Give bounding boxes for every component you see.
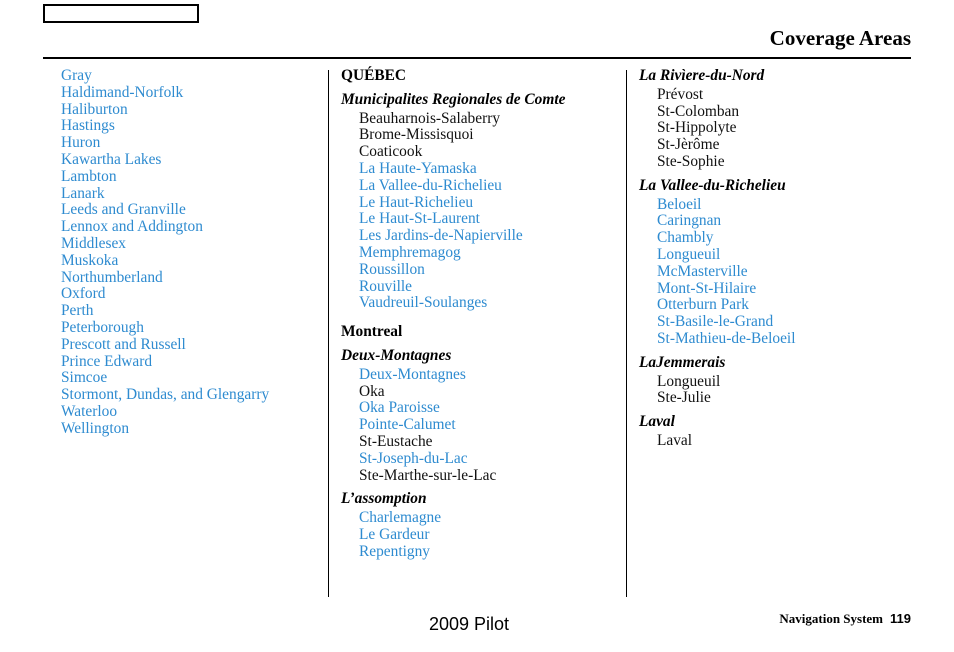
coverage-item: Longueuil (657, 372, 721, 390)
section-heading-riviere-du-nord: La Rivìere-du-Nord (639, 67, 765, 84)
coverage-item: Beauharnois-Salaberry (359, 109, 501, 127)
coverage-link[interactable]: Northumberland (61, 268, 163, 286)
coverage-link[interactable]: St-Basile-le-Grand (657, 313, 774, 331)
coverage-link[interactable]: Stormont, Dundas, and Glengarry (61, 386, 270, 404)
coverage-item: St-Eustache (359, 432, 433, 450)
coverage-link[interactable]: Prince Edward (61, 352, 153, 370)
coverage-link[interactable]: Oxford (61, 285, 106, 303)
coverage-link[interactable]: Peterborough (61, 318, 144, 336)
coverage-link[interactable]: Caringnan (657, 212, 722, 230)
coverage-link[interactable]: Roussillon (359, 260, 425, 278)
list-deux-montagnes (341, 367, 623, 485)
list-lajemmerais (639, 374, 911, 408)
coverage-link[interactable]: Lambton (61, 167, 117, 185)
header-box (43, 4, 199, 23)
coverage-item: Ste-Sophie (657, 152, 725, 170)
coverage-link[interactable]: La Haute-Yamaska (359, 159, 477, 177)
column-divider-2 (626, 70, 627, 597)
section-heading-deux-montagnes: Deux-Montagnes (341, 346, 452, 364)
coverage-item: Laval (657, 431, 693, 449)
coverage-link[interactable]: Mont-St-Hilaire (657, 279, 757, 297)
region-heading-quebec: QUÉBEC (341, 67, 406, 84)
coverage-item: St-Colomban (657, 102, 740, 120)
coverage-link[interactable]: Kawartha Lakes (61, 150, 162, 168)
coverage-link[interactable]: Middlesex (61, 234, 126, 252)
coverage-item: Brome-Missisquoi (359, 126, 474, 144)
section-heading-lassomption: L’assomption (341, 490, 427, 508)
coverage-link[interactable]: Deux-Montagnes (359, 365, 466, 383)
coverage-link[interactable]: Otterburn Park (657, 296, 749, 314)
coverage-link[interactable]: Haldimand-Norfolk (61, 83, 184, 101)
coverage-link[interactable]: Pointe-Calumet (359, 416, 456, 434)
coverage-link[interactable]: Waterloo (61, 402, 118, 420)
coverage-link[interactable]: Wellington (61, 419, 130, 437)
coverage-link[interactable]: Repentigny (359, 542, 430, 560)
column-2 (341, 68, 623, 561)
coverage-link[interactable]: Huron (61, 134, 101, 152)
footer-section (779, 611, 911, 627)
coverage-item: St-Hippolyte (657, 119, 737, 137)
coverage-link[interactable]: Les Jardins-de-Napierville (359, 227, 523, 245)
coverage-link[interactable]: Vaudreuil-Soulanges (359, 294, 488, 312)
coverage-link[interactable]: Hastings (61, 117, 115, 135)
coverage-link[interactable]: Rouville (359, 277, 413, 295)
coverage-link[interactable]: Perth (61, 302, 94, 320)
page-number: 119 (890, 611, 911, 626)
list-lassomption (341, 510, 623, 560)
coverage-link[interactable]: Haliburton (61, 100, 128, 118)
page-title: Coverage Areas (769, 26, 911, 50)
list-riviere-du-nord (639, 87, 911, 171)
coverage-item: St-Jèrôme (657, 136, 720, 154)
coverage-item: Ste-Julie (657, 389, 711, 407)
coverage-item: Oka (359, 382, 385, 400)
column-3 (639, 68, 911, 450)
section-heading-vallee-du-richelieu: La Vallee-du-Richelieu (639, 176, 786, 194)
coverage-link[interactable]: Gray (61, 67, 92, 84)
coverage-link[interactable]: Longueuil (657, 245, 721, 263)
section-heading-municipalites: Municipalites Regionales de Comte (341, 90, 566, 108)
coverage-link[interactable]: Leeds and Granville (61, 201, 186, 219)
section-heading-lajemmerais: LaJemmerais (639, 353, 726, 371)
coverage-link[interactable]: Lanark (61, 184, 105, 202)
coverage-item: Coaticook (359, 143, 423, 161)
coverage-link[interactable]: Chambly (657, 229, 714, 247)
coverage-link[interactable]: La Vallee-du-Richelieu (359, 176, 502, 194)
coverage-link[interactable]: Le Gardeur (359, 525, 430, 543)
coverage-link[interactable]: Charlemagne (359, 509, 442, 527)
column-1 (61, 68, 323, 438)
header-rule (43, 57, 911, 59)
list-municipalites (341, 111, 623, 313)
coverage-link[interactable]: Lennox and Addington (61, 218, 203, 236)
coverage-link[interactable]: McMasterville (657, 262, 748, 280)
coverage-link[interactable]: St-Mathieu-de-Beloeil (657, 329, 796, 347)
coverage-link[interactable]: Oka Paroisse (359, 399, 440, 417)
coverage-link[interactable]: Le Haut-St-Laurent (359, 210, 480, 228)
coverage-item: Ste-Marthe-sur-le-Lac (359, 466, 497, 484)
coverage-link[interactable]: St-Joseph-du-Lac (359, 449, 468, 467)
footer-model-year: 2009 Pilot (429, 614, 510, 634)
list-laval (639, 433, 911, 450)
coverage-link[interactable]: Muskoka (61, 251, 119, 269)
column-divider-1 (328, 70, 329, 597)
section-heading-laval: Laval (639, 413, 675, 431)
coverage-link[interactable]: Le Haut-Richelieu (359, 193, 474, 211)
coverage-link[interactable]: Simcoe (61, 369, 108, 387)
list-vallee-du-richelieu (639, 197, 911, 348)
coverage-item: Prévost (657, 85, 704, 103)
coverage-link[interactable]: Memphremagog (359, 243, 461, 261)
coverage-link[interactable]: Prescott and Russell (61, 335, 186, 353)
coverage-link[interactable]: Beloeil (657, 195, 702, 213)
footer-section-label: Navigation System (779, 611, 884, 626)
section-heading-montreal: Montreal (341, 323, 403, 341)
